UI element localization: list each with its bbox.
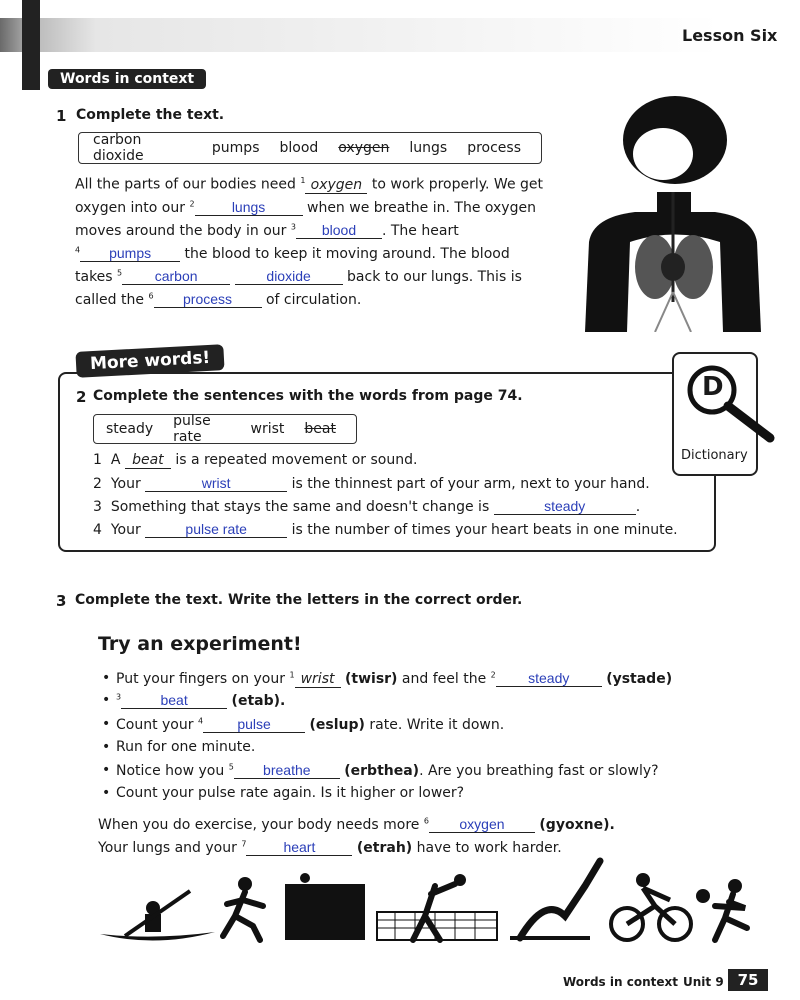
human-body-illustration (575, 92, 770, 332)
scramble: (eslup) (309, 717, 365, 733)
answer-beat[interactable]: beat (125, 452, 171, 469)
text: takes (75, 269, 113, 285)
text: the blood to keep it moving around. The blood (184, 246, 510, 262)
football-icon (696, 879, 747, 940)
ex2-instruction: Complete the sentences with the words from page 74. (93, 388, 523, 404)
answer-heart[interactable]: heart (246, 839, 352, 856)
ex2-number: 2 (76, 388, 87, 406)
footer-section: Words in context (563, 975, 678, 989)
item-number: 2 (93, 476, 102, 492)
answer-pulse[interactable]: pulse (203, 716, 305, 733)
text: rate. Write it down. (369, 717, 505, 733)
magnifier-icon (680, 364, 776, 444)
answer-3[interactable]: blood (296, 222, 382, 239)
cycling-icon (611, 873, 691, 940)
ex1-word-bank (78, 132, 542, 164)
text: A (110, 452, 121, 468)
ex1-line: called the $^6$ process of circulation. (75, 291, 362, 308)
text: and feel the (401, 671, 487, 687)
text: back to our lungs. This is (347, 269, 522, 285)
swimming-icon (285, 873, 365, 940)
kayaking-icon (100, 891, 215, 941)
text: when we breathe in. The oxygen (307, 200, 536, 216)
text: to work properly. We get (371, 176, 544, 193)
ex3-paragraph-line: Your lungs and your $^7$ heart (etrah) have to work harder. (98, 839, 562, 856)
word-bank-item: blood (279, 140, 319, 156)
word-bank-item: lungs (409, 140, 448, 156)
ex3-number: 3 (56, 592, 67, 610)
scramble: (ystade) (606, 671, 673, 687)
ex1-number: 1 (56, 107, 67, 125)
answer-6[interactable]: dioxide (235, 268, 343, 285)
ex3-bullet: • Notice how you $^5$ breathe (erbthea). Are you breathing fast or slowly? (116, 762, 659, 779)
answer-beat[interactable]: beat (121, 692, 227, 709)
text: Count your pulse rate again. Is it higher or lower? (116, 785, 465, 801)
text: oxygen into our (75, 200, 185, 216)
running-icon (223, 877, 263, 940)
ex2-item (93, 498, 640, 515)
ex1-line: moves around the body in our $^3$ blood . The heart (75, 222, 459, 239)
word-bank-item: carbon dioxide (93, 132, 144, 164)
ex1-line: oxygen into our $^2$ lungs when we breathe in. The oxygen (75, 199, 536, 216)
answer-2[interactable]: lungs (195, 199, 303, 216)
text: is a repeated movement or sound. (175, 452, 418, 468)
text: Your (110, 522, 141, 538)
answer-steady[interactable]: steady (494, 498, 636, 515)
answer-7[interactable]: process (154, 291, 262, 308)
text: Count your (116, 717, 194, 733)
top-band (0, 18, 800, 52)
ex2-item (93, 452, 417, 469)
item-number: 3 (93, 499, 102, 515)
text: . The heart (381, 223, 459, 239)
answer-oxygen[interactable]: oxygen (429, 816, 535, 833)
ex1-line: All the parts of our bodies need $^1$ oxygen to work properly. We get (75, 176, 544, 193)
word-bank-item: pulse rate (173, 413, 211, 445)
gymnastics-icon (510, 861, 600, 938)
answer-pulse-rate[interactable]: pulse rate (145, 521, 287, 538)
scramble: (gyoxne). (539, 817, 615, 833)
text: . (635, 499, 641, 515)
ex3-line: • $^3$ beat (etab). (116, 692, 285, 709)
word-bank-item: wrist (250, 421, 285, 437)
item-number: 1 (93, 452, 102, 468)
text: Your lungs and your (98, 840, 237, 856)
text: Notice how you (116, 763, 225, 779)
answer-5[interactable]: carbon (122, 268, 230, 285)
dictionary-label: Dictionary (681, 448, 748, 463)
ex3-instruction: Complete the text. Write the letters in the correct order. (75, 592, 523, 608)
ex3-paragraph-line: When you do exercise, your body needs more $^6$ oxygen (gyoxne). (98, 816, 615, 833)
footer-unit: Unit 9 (683, 975, 724, 989)
text: is the thinnest part of your arm, next to your hand. (291, 476, 650, 492)
scramble: (erbthea) (344, 763, 420, 779)
ex1-line: $^4$ pumps the blood to keep it moving around. The blood (75, 245, 510, 262)
text: Run for one minute. (116, 739, 256, 755)
text: Put your fingers on your (116, 671, 285, 687)
text: . Are you breathing fast or slowly? (419, 763, 659, 779)
page-number: 75 (728, 969, 768, 991)
ex3-bullet: • Put your fingers on your $^1$ wrist (twisr) and feel the $^2$ steady (ystade) (116, 670, 672, 688)
answer-steady[interactable]: steady (496, 670, 602, 687)
text: moves around the body in our (75, 223, 287, 239)
text: All the parts of our bodies need (75, 176, 296, 193)
ex3-title: Try an experiment! (98, 633, 302, 655)
scramble: (etrah) (356, 840, 413, 856)
more-words-banner: More words! (75, 344, 224, 378)
text: When you do exercise, your body needs more (98, 817, 420, 833)
text: Something that stays the same and doesn't change is (110, 499, 490, 515)
word-bank-item: steady (106, 421, 154, 437)
ex2-word-bank (93, 414, 357, 444)
answer-4[interactable]: pumps (80, 245, 180, 262)
ex2-item (93, 521, 678, 538)
section-tab: Words in context (48, 69, 206, 89)
sports-pictograms (95, 856, 755, 946)
ex3-bullet: • Count your $^4$ pulse (eslup) rate. Write it down. (116, 716, 504, 733)
ex3-bullet (116, 785, 464, 801)
word-bank-item: process (467, 140, 521, 156)
volleyball-icon (377, 874, 497, 940)
ex1-line: takes $^5$ carbon dioxide back to our lungs. This is (75, 268, 522, 285)
left-edge-bar (22, 0, 40, 90)
answer-wrist[interactable]: wrist (295, 671, 341, 688)
lesson-title: Lesson Six (682, 26, 778, 45)
text: called the (75, 292, 144, 308)
word-bank-item: oxygen (338, 140, 390, 156)
answer-1[interactable]: oxygen (305, 177, 367, 194)
word-bank-item: beat (304, 421, 336, 437)
answer-breathe[interactable]: breathe (234, 762, 340, 779)
ex3-bullet (116, 739, 255, 755)
text: have to work harder. (416, 840, 562, 856)
scramble: (twisr) (345, 671, 398, 687)
word-bank-item: pumps (211, 140, 260, 156)
ex1-instruction: Complete the text. (76, 107, 225, 123)
dictionary-letter: D (702, 372, 724, 402)
text: of circulation. (265, 292, 362, 308)
scramble: (etab). (231, 693, 286, 709)
text: is the number of times your heart beats in one minute. (291, 522, 678, 538)
answer-wrist[interactable]: wrist (145, 475, 287, 492)
ex2-item (93, 475, 650, 492)
item-number: 4 (93, 522, 102, 538)
text: Your (110, 476, 141, 492)
